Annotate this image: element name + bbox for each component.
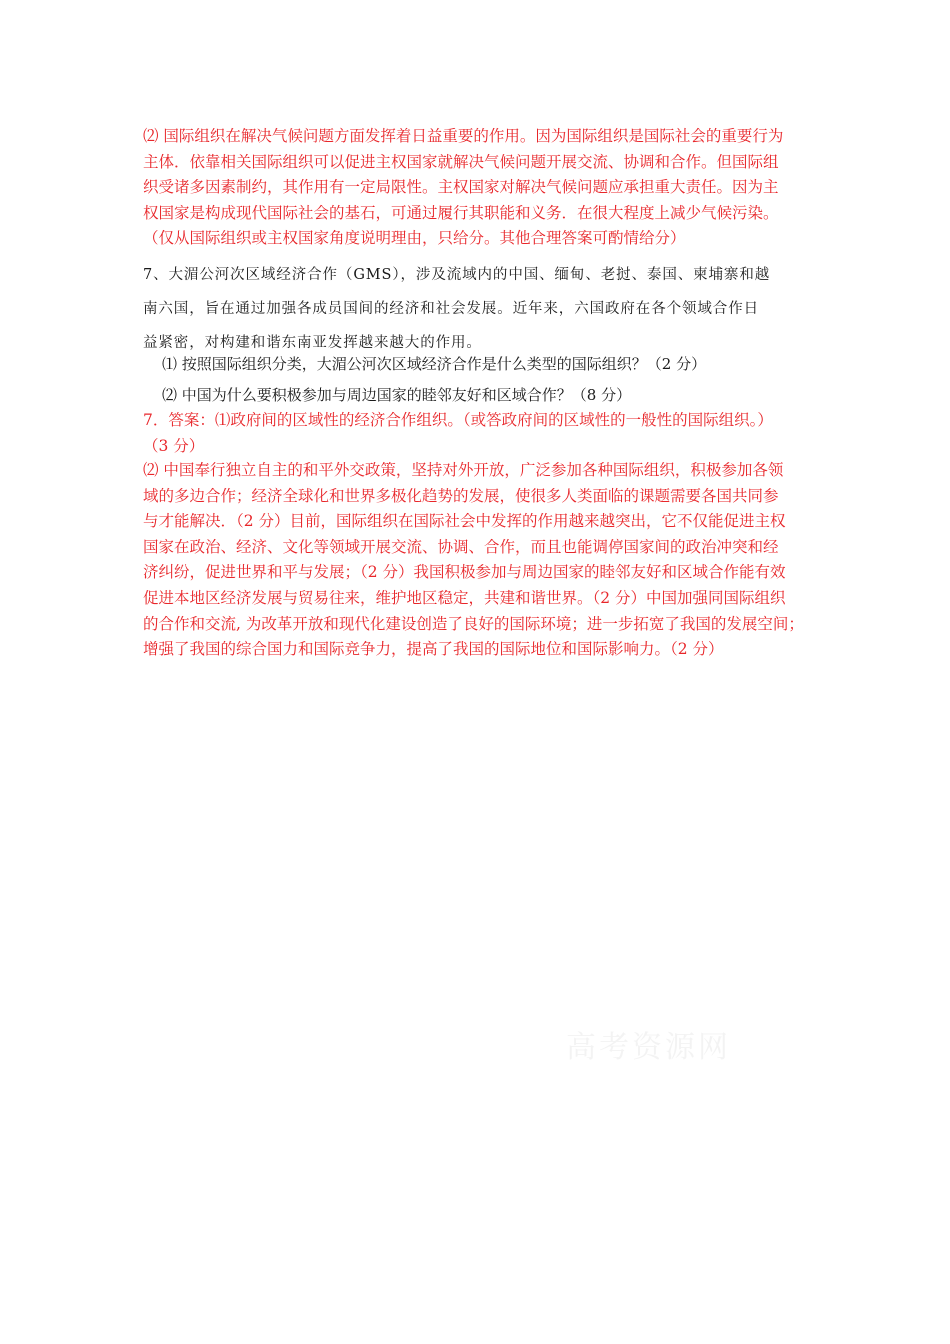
- answer-6-part-2: [143, 124, 855, 252]
- answer-line: 织受诸多因素制约，其作用有一定局限性。主权国家对解决气候问题应承担重大责任。因为主: [143, 178, 779, 197]
- question-line: 南六国，旨在通过加强各成员国间的经济和社会发展。近年来，六国政府在各个领域合作日: [143, 301, 759, 317]
- answer-line: 增强了我国的综合国力和国际竞争力，提高了我国的国际地位和国际影响力。（2 分）: [143, 640, 724, 659]
- grading-note: （仅从国际组织或主权国家角度说明理由，只给分。其他合理答案可酌情给分）: [143, 229, 686, 248]
- answer-line: 权国家是构成现代国际社会的基石，可通过履行其职能和义务．在很大程度上减少气候污染。: [143, 203, 779, 222]
- answer-line: 国家在政治、经济、文化等领域开展交流、协调、合作，而且也能调停国家间的政治冲突和经: [143, 537, 779, 556]
- question-line: 益紧密，对构建和谐东南亚发挥越来越大的作用。: [143, 335, 482, 351]
- question-line: 7、大湄公河次区域经济合作（GMS），涉及流域内的中国、缅甸、老挝、泰国、柬埔寨和越: [143, 267, 771, 283]
- score-note: （3 分）: [143, 436, 205, 455]
- question-7-sub-1: [162, 352, 874, 376]
- sub-question: ⑵ 中国为什么要积极参加与周边国家的睦邻友好和区域合作？（8 分）: [162, 386, 632, 404]
- answer-line: 的合作和交流, 为改革开放和现代化建设创造了良好的国际环境；进一步拓宽了我国的发展空间；: [143, 614, 804, 633]
- answer-line: ⑵ 中国奉行独立自主的和平外交政策，坚持对外开放，广泛参加各种国际组织，积极参加各领: [143, 461, 784, 479]
- question-7-sub-2: [162, 383, 874, 407]
- answer-line: ⑵ 国际组织在解决气候问题方面发挥着日益重要的作用。因为国际组织是国际社会的重要行为: [143, 127, 784, 145]
- answer-line: 与才能解决．（2 分）目前，国际组织在国际社会中发挥的作用越来越突出，它不仅能促进主权: [143, 512, 786, 531]
- answer-line: 主体．依靠相关国际组织可以促进主权国家就解决气候问题开展交流、协调和合作。但国际组: [143, 152, 779, 171]
- answer-line: 促进本地区经济发展与贸易往来，维护地区稳定，共建和谐世界。（2 分）中国加强同国际组织: [143, 588, 786, 607]
- answer-line: 7．答案：⑴政府间的区域性的经济合作组织。（或答政府间的区域性的一般性的国际组织。）: [143, 411, 773, 429]
- question-7-stem: [143, 258, 855, 360]
- answer-7-part-2: [143, 458, 855, 663]
- sub-question: ⑴ 按照国际组织分类，大湄公河次区域经济合作是什么类型的国际组织？（2 分）: [162, 355, 707, 373]
- answer-line: 济纠纷，促进世界和平与发展；（2 分）我国积极参加与周边国家的睦邻友好和区域合作能有效: [143, 563, 786, 582]
- answer-line: 域的多边合作；经济全球化和世界多极化趋势的发展，使很多人类面临的课题需要各国共同参: [143, 486, 779, 505]
- answer-7-part-1: [143, 408, 855, 459]
- watermark: 高考资源网: [566, 1030, 731, 1065]
